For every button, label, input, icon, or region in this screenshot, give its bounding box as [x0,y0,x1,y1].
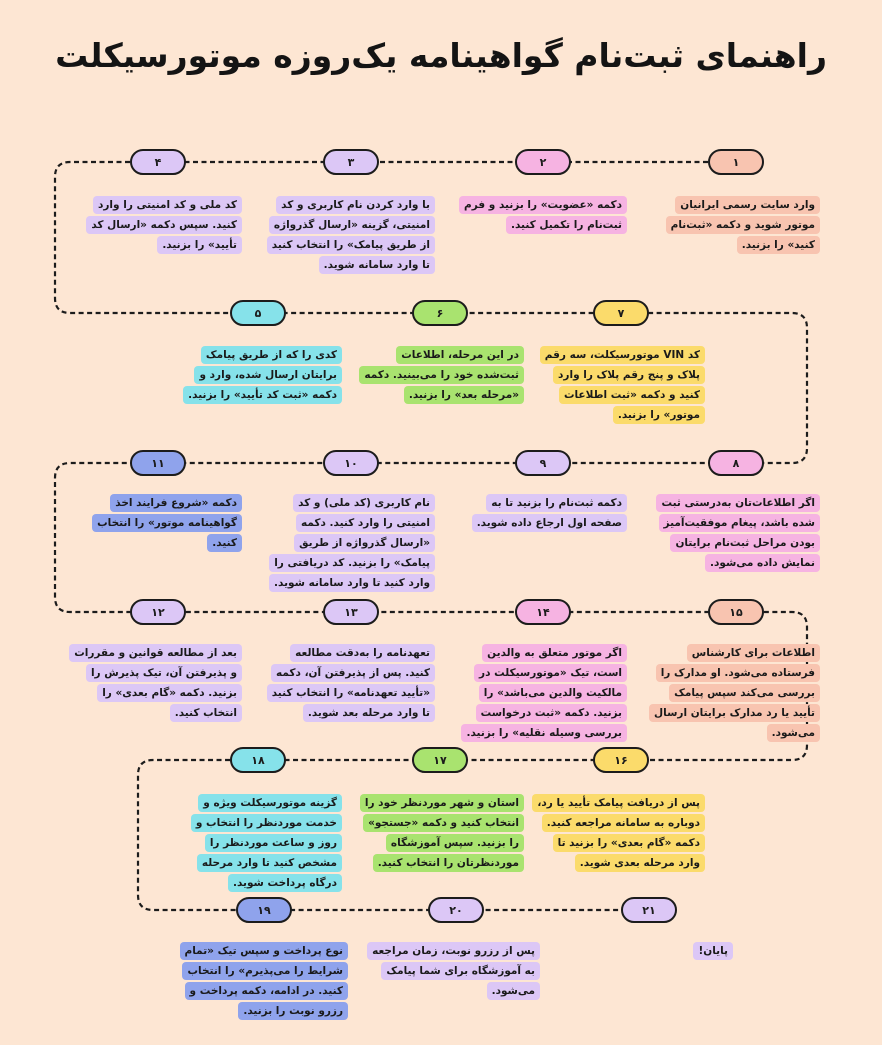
step-16-number: ۱۶ [593,747,649,773]
step-6-text: در این مرحله، اطلاعات ثبت‌شده خود را می‌بینید. دکمه «مرحله بعد» را بزنید. [356,345,524,405]
step-18-number: ۱۸ [230,747,286,773]
step-8-number: ۸ [708,450,764,476]
step-17-number: ۱۷ [412,747,468,773]
step-2-text: دکمه «عضویت» را بزنید و فرم ثبت‌نام را تکمیل کنید. [459,195,627,235]
step-12-text: بعد از مطالعه قوانین و مقررات و پذیرفتن آن، تیک پذیرش را بزنید. دکمه «گام بعدی» را انتخاب کنید. [74,643,242,723]
step-7-number: ۷ [593,300,649,326]
step-21-number: ۲۱ [621,897,677,923]
page-title: راهنمای ثبت‌نام گواهینامه یک‌روزه موتورسیکلت [55,36,827,75]
step-14-text: اگر موتور متعلق به والدین است، تیک «موتورسیکلت در مالکیت والدین می‌باشد» را بزنید. دکمه «ثبت درخواست بررسی وسیله نقلیه» را بزنید. [459,643,627,743]
step-11-text: دکمه «شروع فرایند اخذ گواهینامه موتور» را انتخاب کنید. [74,493,242,553]
step-14-number: ۱۴ [515,599,571,625]
step-19-number: ۱۹ [236,897,292,923]
step-6-number: ۶ [412,300,468,326]
step-5-text: کدی را که از طریق پیامک برایتان ارسال شده، وارد و دکمه «ثبت کد تأیید» را بزنید. [174,345,342,405]
step-15-number: ۱۵ [708,599,764,625]
step-9-number: ۹ [515,450,571,476]
step-3-text: با وارد کردن نام کاربری و کد امنیتی، گزینه «ارسال گذرواژه از طریق پیامک» را انتخاب کنید تا وارد سامانه شوید. [267,195,435,275]
step-21-text: پایان! [565,941,733,961]
step-13-text: تعهدنامه را به‌دقت مطالعه کنید. پس از پذیرفتن آن، دکمه «تأیید تعهدنامه» را انتخاب کنید تا وارد مرحله بعد شوید. [267,643,435,723]
step-12-number: ۱۲ [130,599,186,625]
step-1-number: ۱ [708,149,764,175]
step-4-text: کد ملی و کد امنیتی را وارد کنید. سپس دکمه «ارسال کد تأیید» را بزنید. [74,195,242,255]
step-19-text: نوع پرداخت و سپس تیک «تمام شرایط را می‌پذیرم» را انتخاب کنید. در ادامه، دکمه پرداخت و رزرو نوبت را بزنید. [180,941,348,1021]
step-18-text: گزینه موتورسیکلت ویژه و خدمت موردنظر را انتخاب و روز و ساعت موردنظر را مشخص کنید تا وارد مرحله درگاه پرداخت شوید. [174,793,342,893]
step-7-text: کد VIN موتورسیکلت، سه رقم پلاک و پنج رقم پلاک را وارد کنید و دکمه «ثبت اطلاعات موتور» را بزنید. [537,345,705,425]
step-17-text: استان و شهر موردنظر خود را انتخاب کنید و دکمه «جستجو» را بزنید. سپس آموزشگاه موردنظرتان را انتخاب کنید. [356,793,524,873]
step-13-number: ۱۳ [323,599,379,625]
step-16-text: پس از دریافت پیامک تأیید یا رد، دوباره به سامانه مراجعه کنید. دکمه «گام بعدی» را بزنید تا وارد مرحله بعدی شوید. [537,793,705,873]
step-9-text: دکمه ثبت‌نام را بزنید تا به صفحه اول ارجاع داده شوید. [459,493,627,533]
step-3-number: ۳ [323,149,379,175]
step-20-number: ۲۰ [428,897,484,923]
step-1-text: وارد سایت رسمی ایرانیان موتور شوید و دکمه «ثبت‌نام کنید» را بزنید. [652,195,820,255]
step-10-number: ۱۰ [323,450,379,476]
step-2-number: ۲ [515,149,571,175]
step-20-text: پس از رزرو نوبت، زمان مراجعه به آموزشگاه برای شما پیامک می‌شود. [372,941,540,1001]
step-4-number: ۴ [130,149,186,175]
step-15-text: اطلاعات برای کارشناس فرستاده می‌شود. او مدارک را بررسی می‌کند سپس پیامک تأیید یا رد مدارک برایتان ارسال می‌شود. [652,643,820,743]
step-11-number: ۱۱ [130,450,186,476]
step-8-text: اگر اطلاعات‌تان به‌درستی ثبت شده باشد، پیغام موفقیت‌آمیز بودن مراحل ثبت‌نام برایتان نمایش داده می‌شود. [652,493,820,573]
step-10-text: نام کاربری (کد ملی) و کد امنیتی را وارد کنید. دکمه «ارسال گذرواژه از طریق پیامک» را بزنید. کد دریافتی را وارد کنید تا وارد سامانه شوید. [267,493,435,593]
step-5-number: ۵ [230,300,286,326]
